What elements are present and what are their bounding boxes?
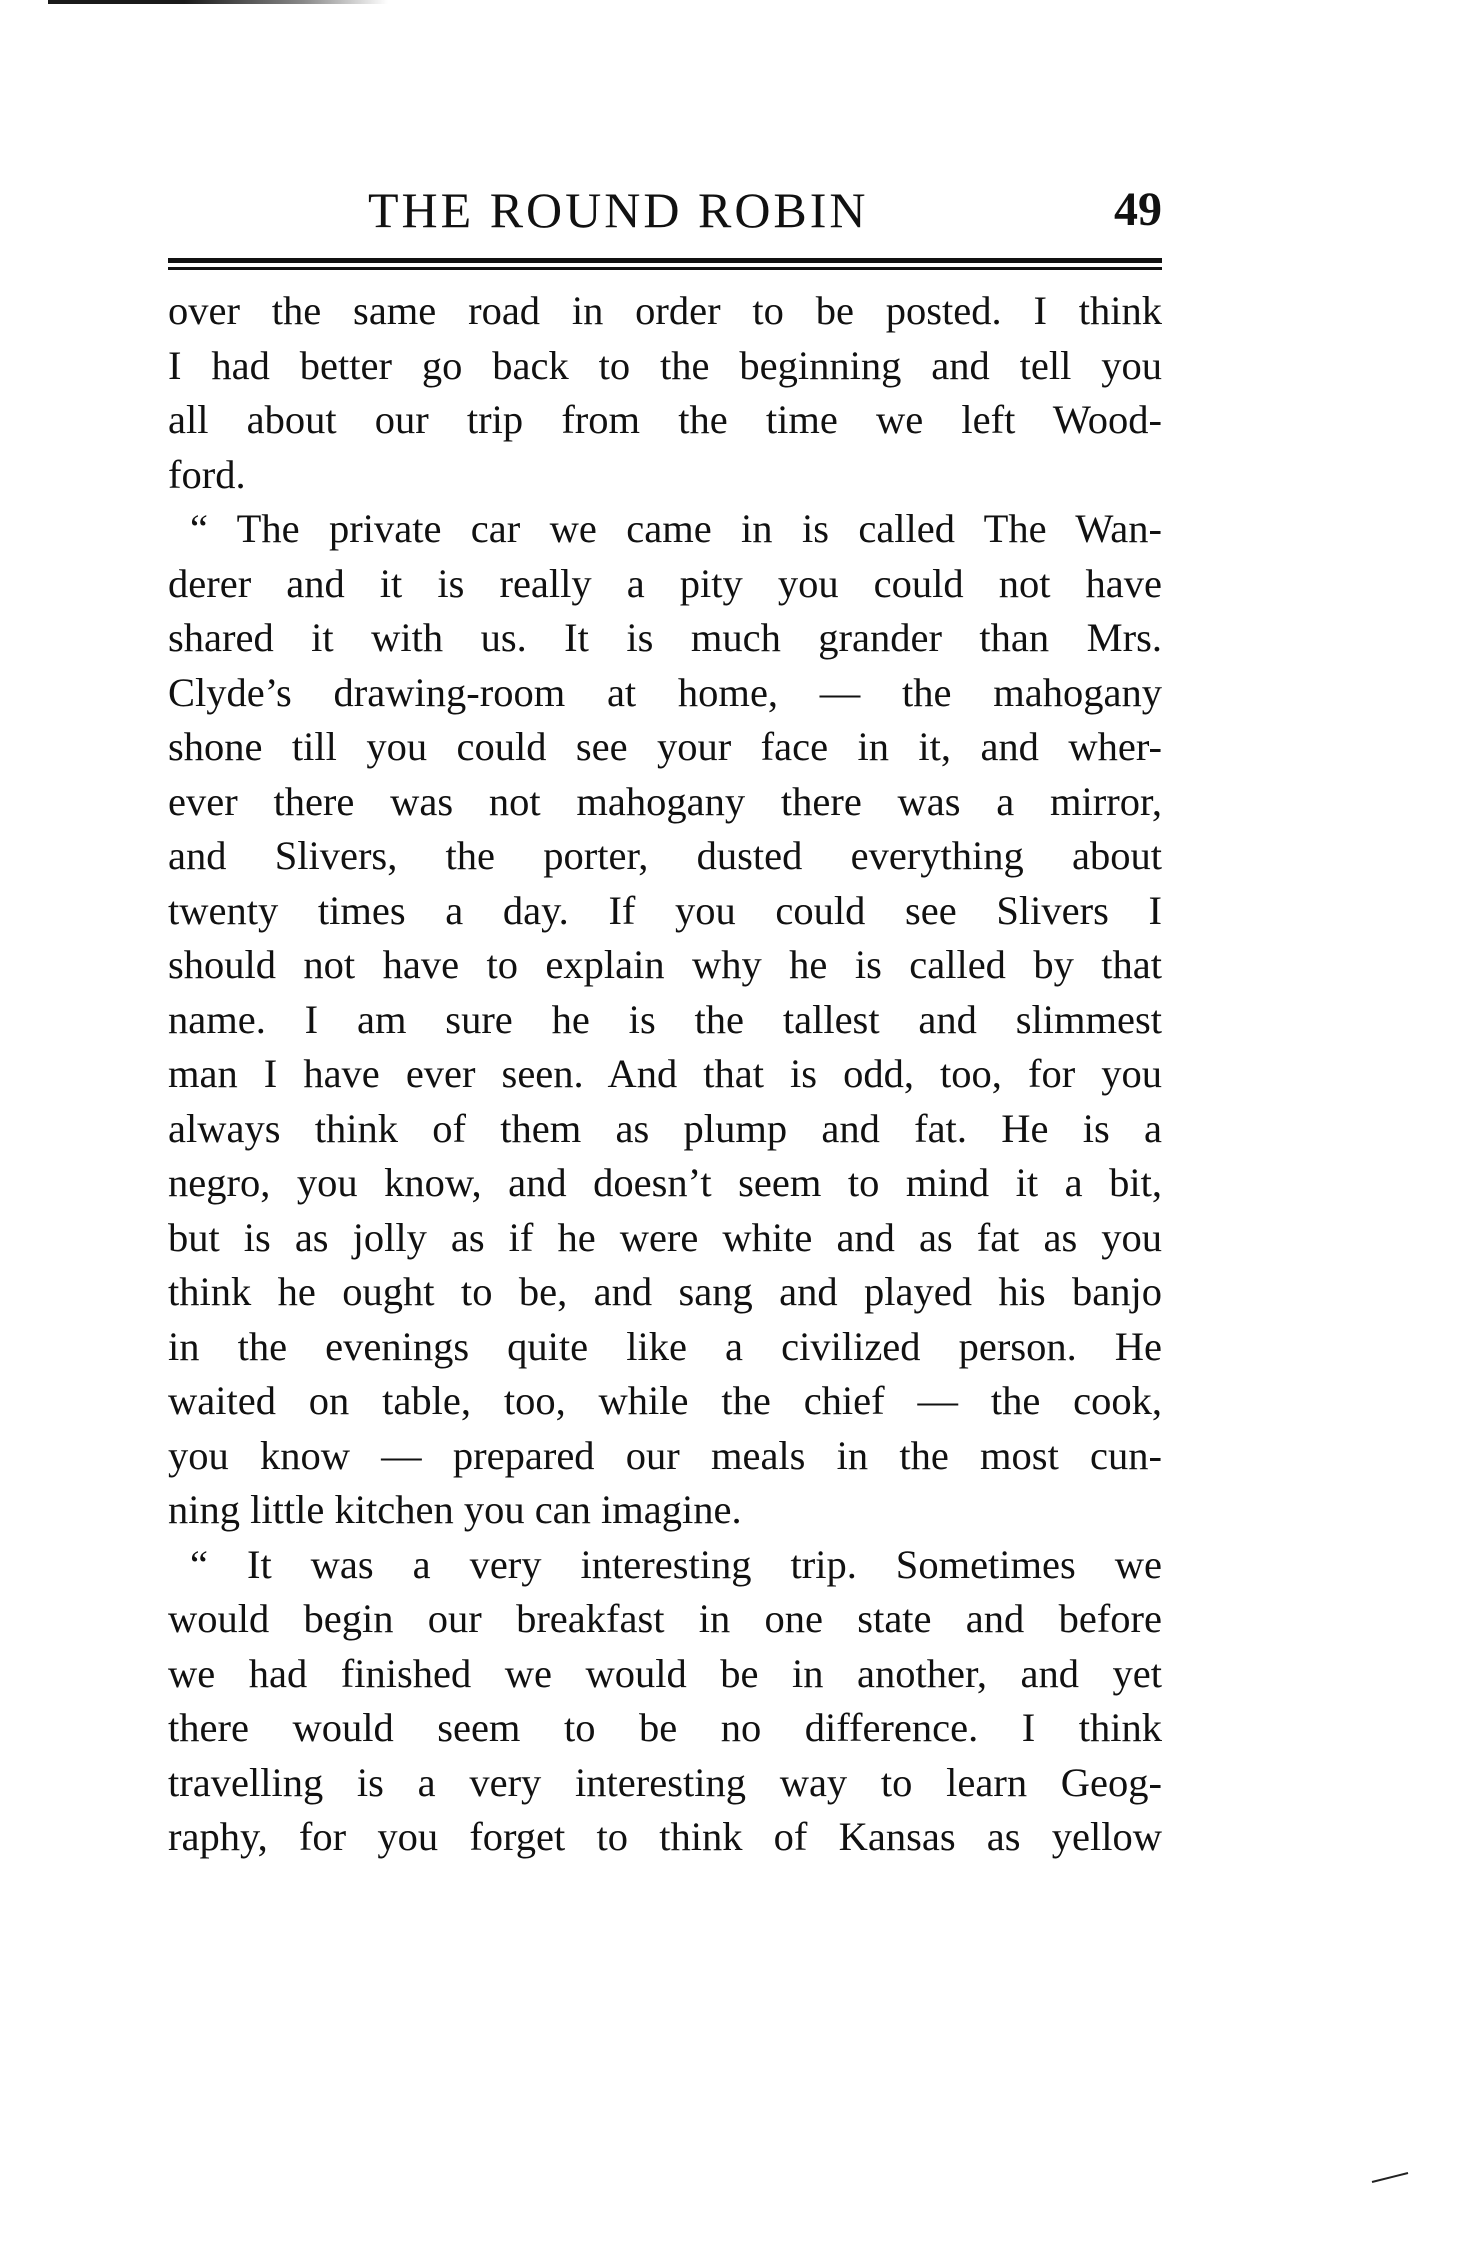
header-rule-thick [168,258,1162,263]
text-line: should not have to explain why he is called by that [168,942,1162,987]
text-line: negro, you know, and doesn’t seem to mind it a bit, [168,1160,1162,1205]
text-line: “ The private car we came in is called The Wan- [190,506,1162,551]
text-line: waited on table, too, while the chief — the cook, [168,1378,1162,1423]
text-line: man I have ever seen. And that is odd, too, for you [168,1051,1162,1096]
text-line: shone till you could see your face in it, and wher- [168,724,1162,769]
text-line: “ It was a very interesting trip. Sometimes we [190,1541,1162,1587]
text-line: travelling is a very interesting way to learn Geog- [168,1759,1162,1805]
text-line: over the same road in order to be posted. I think [168,288,1162,333]
body-text [168,284,1162,1865]
pencil-mark [1370,2170,1410,2186]
page-number: 49 [1114,183,1162,236]
text-line: we had finished we would be in another, and yet [168,1650,1162,1696]
text-line: name. I am sure he is the tallest and slimmest [168,996,1162,1042]
text-line: and Slivers, the porter, dusted everything about [168,833,1162,878]
text-line: but is as jolly as if he were white and as fat as you [168,1214,1162,1260]
running-head [168,180,1162,250]
text-line: all about our trip from the time we left Wood- [168,397,1162,442]
text-line: in the evenings quite like a civilized person. He [168,1323,1162,1369]
text-line: derer and it is really a pity you could not have [168,560,1162,606]
text-line: Clyde’s drawing-room at home, — the mahogany [168,669,1162,715]
scan-edge-mark [48,0,388,4]
text-line: I had better go back to the beginning and tell you [168,342,1162,388]
text-line: shared it with us. It is much grander than Mrs. [168,615,1162,660]
text-line: would begin our breakfast in one state and before [168,1596,1162,1641]
text-line: always think of them as plump and fat. He is a [168,1105,1162,1151]
text-line: you know — prepared our meals in the most cun- [168,1432,1162,1478]
running-title: THE ROUND ROBIN [368,182,869,238]
text-line: twenty times a day. If you could see Slivers I [168,887,1162,933]
text-line: ever there was not mahogany there was a mirror, [168,778,1162,824]
text-line: think he ought to be, and sang and played his banjo [168,1269,1162,1314]
header-rule-thin [168,267,1162,270]
book-page [168,180,1162,1865]
text-line: ning little kitchen you can imagine. [168,1487,742,1532]
text-line: raphy, for you forget to think of Kansas as yellow [168,1814,1162,1859]
text-line: there would seem to be no difference. I think [168,1705,1162,1750]
text-line: ford. [168,451,246,497]
